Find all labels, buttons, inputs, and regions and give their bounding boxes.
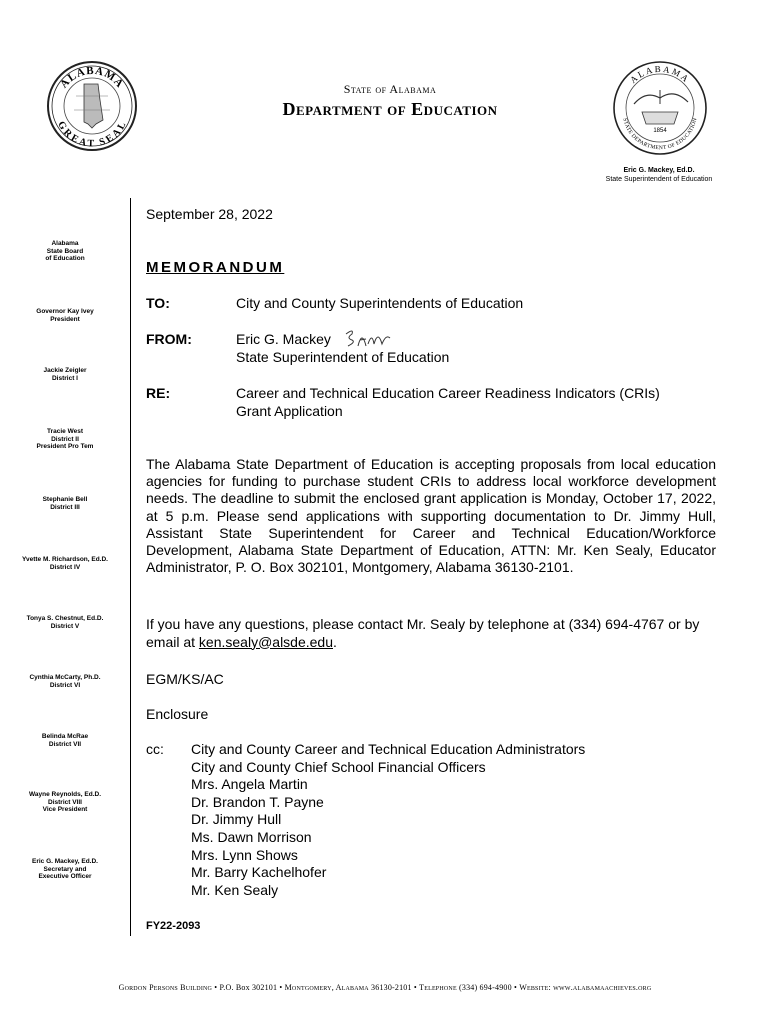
board-line: Secretary and — [43, 865, 87, 873]
board-entry — [8, 367, 122, 382]
letterhead — [200, 82, 580, 120]
board-entry — [8, 858, 122, 881]
cc-item: City and County Chief School Financial Officers — [191, 758, 486, 775]
board-line: Vice President — [42, 806, 88, 813]
board-line: District IV — [49, 563, 81, 571]
questions-suffix: . — [333, 633, 337, 650]
board-line: District VI — [49, 681, 81, 689]
cc-item: Dr. Brandon T. Payne — [191, 793, 324, 810]
board-name: Belinda McRae — [41, 733, 89, 740]
margin-divider — [130, 198, 131, 936]
from-label: FROM: — [146, 331, 192, 347]
signature-initials-icon — [340, 326, 400, 356]
board-line: President — [50, 315, 80, 323]
superintendent-block — [560, 166, 758, 184]
board-name: Cynthia McCarty, Ph.D. — [29, 674, 101, 681]
to-label: TO: — [146, 295, 170, 311]
board-line: State Board — [46, 247, 84, 255]
initials: EGM/KS/AC — [146, 671, 224, 687]
memo-body: The Alabama State Department of Education is accepting proposals from local education agencies for funding to purchase student CRIs to address local workforce development needs. The deadline to submit the enclosed grant application is Monday, October 17, 2022, at 5 p.m. Please send applications with supporting documentation to Dr. Jimmy Hull, Assistant State Superintendent for Career and Technical Education/Workforce Development, Alabama State Department of Education, ATTN: Mr. Ken Sealy, Educator Administrator, P. O. Box 302101, Montgomery, Alabama 36130-2101. — [146, 456, 716, 576]
board-entry — [8, 308, 122, 323]
seal-right-bottom-text: STATE DEPARTMENT OF EDUCATION — [621, 117, 699, 152]
memo-date: September 28, 2022 — [146, 206, 273, 222]
seal-right-top-text: ALABAMA — [628, 63, 692, 85]
board-line: District I — [51, 374, 78, 382]
footer-website: Website: www.alabamaachieves.org — [519, 983, 652, 992]
board-line: President Pro Tem — [36, 443, 94, 450]
board-name: Yvette M. Richardson, Ed.D. — [22, 556, 108, 563]
board-entry — [8, 496, 122, 511]
cc-label: cc: — [146, 741, 164, 757]
footer: Gordon Persons Building • P.O. Box 302101 • Montgomery, Alabama 36130-2101 • Telephone (334) 694-4900 • Website: www.alabamaachieves.org — [118, 983, 652, 992]
letterhead-state: State of Alabama — [343, 82, 437, 96]
email-link[interactable]: ken.sealy@alsde.edu — [198, 633, 333, 650]
board-name: Eric G. Mackey, Ed.D. — [32, 858, 98, 865]
board-line: District VIII — [48, 798, 82, 806]
re-label: RE: — [146, 385, 171, 401]
re-value — [236, 385, 716, 420]
board-line: of Education — [45, 255, 85, 262]
cc-list — [191, 741, 671, 899]
seal-left-bottom-text: GREAT SEAL — [55, 119, 129, 150]
footer-city: Montgomery, Alabama 36130-2101 — [284, 983, 412, 992]
board-entry — [8, 615, 122, 630]
board-line: District VII — [48, 740, 82, 748]
cc-item: Mr. Ken Sealy — [191, 881, 279, 898]
board-line: Executive Officer — [38, 873, 92, 880]
alabama-great-seal-icon — [46, 60, 138, 152]
board-entry — [8, 674, 122, 689]
footer-telephone: Telephone (334) 694-4900 — [419, 983, 512, 992]
board-line: District III — [50, 503, 80, 511]
memo-heading: MEMORANDUM — [146, 259, 285, 276]
footer-box: P.O. Box 302101 — [219, 983, 278, 992]
cc-item: Mrs. Angela Martin — [191, 776, 308, 793]
board-name: Governor Kay Ivey — [36, 308, 94, 315]
cc-item: City and County Career and Technical Education Administrators — [191, 741, 586, 757]
to-value: City and County Superintendents of Education — [236, 295, 524, 311]
board-name: Wayne Reynolds, Ed.D. — [29, 791, 101, 798]
board-entry — [8, 428, 122, 451]
board-line: District II — [51, 435, 79, 443]
letterhead-department: Department of Education — [282, 99, 498, 119]
questions-paragraph — [146, 616, 721, 651]
cc-item: Mrs. Lynn Shows — [191, 846, 298, 863]
board-entry — [8, 556, 122, 571]
cc-item: Dr. Jimmy Hull — [191, 811, 282, 828]
board-entry — [8, 240, 122, 263]
superintendent-title: State Superintendent of Education — [605, 176, 713, 183]
board-entry — [8, 733, 122, 748]
from-name: Eric G. Mackey — [236, 331, 331, 347]
re-line: Grant Application — [236, 402, 343, 419]
board-name: Alabama — [51, 240, 79, 247]
re-line: Career and Technical Education Career Readiness Indicators (CRIs) — [236, 385, 660, 401]
seal-left-top-text: ALABAMA — [58, 64, 126, 91]
enclosure: Enclosure — [146, 706, 209, 722]
footer-building: Gordon Persons Building — [118, 983, 213, 992]
board-name: Tracie West — [46, 428, 83, 435]
superintendent-name: Eric G. Mackey, Ed.D. — [623, 167, 695, 174]
from-value — [236, 331, 716, 366]
cc-item: Mr. Barry Kachelhofer — [191, 864, 327, 881]
cc-item: Ms. Dawn Morrison — [191, 828, 312, 845]
board-name: Tonya S. Chestnut, Ed.D. — [26, 615, 104, 622]
board-entry — [8, 791, 122, 814]
board-name: Jackie Zeigler — [43, 367, 87, 374]
department-of-education-seal-icon — [612, 60, 708, 156]
seal-right-year: 1854 — [653, 128, 667, 134]
board-line: District V — [50, 622, 80, 630]
questions-text: If you have any questions, please contact Mr. Sealy by telephone at (334) 694-4767 or by email at — [146, 616, 700, 650]
board-name: Stephanie Bell — [42, 496, 88, 503]
from-title: State Superintendent of Education — [236, 348, 450, 365]
document-code: FY22-2093 — [146, 920, 201, 932]
